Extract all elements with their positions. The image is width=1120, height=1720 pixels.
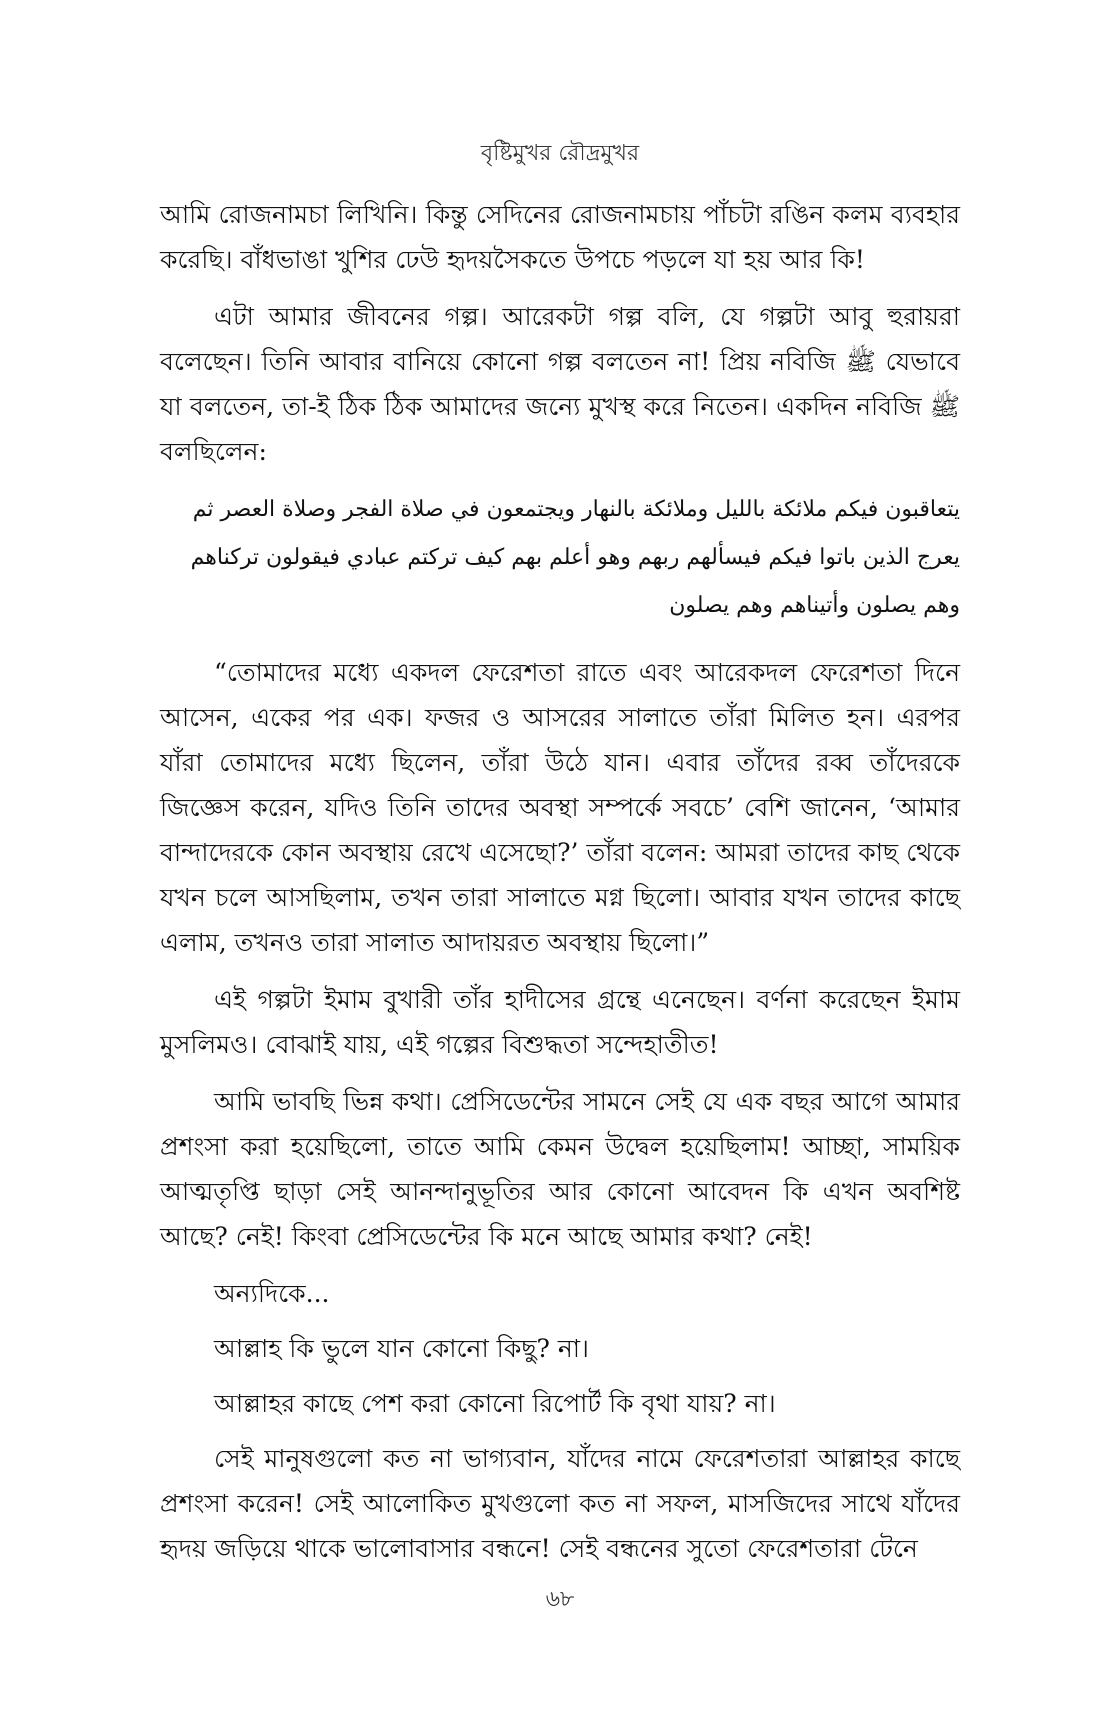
page-number: ৬৮ [545, 1587, 575, 1612]
paragraph-story-intro: এটা আমার জীবনের গল্প। আরেকটা গল্প বলি, যে গল্পটা আবু হুরায়রা বলেছেন। তিনি আবার বানিয়ে কোনো গল্প বলতেন না! প্রিয় নবিজি ﷺ যেভাবে যা বলতেন, তা-ই ঠিক ঠিক আমাদের জন্যে মুখস্থ করে নিতেন। একদিন নবিজি ﷺ বলছিলেন: [160, 302, 960, 466]
body-text [160, 192, 960, 1583]
paragraph-question-report: আল্লাহর কাছে পেশ করা কোনো রিপোর্ট কি বৃথা যায়? না। [214, 1389, 776, 1418]
paragraph-diary: আমি রোজনামচা লিখিনি। কিন্তু সেদিনের রোজনামচায় পাঁচটা রঙিন কলম ব্যবহার করেছি। বাঁধভাঙা খুশির ঢেউ হৃদয়সৈকতে উপচে পড়লে যা হয় আর কি! [160, 200, 960, 274]
paragraph-hadith-translation: “তোমাদের মধ্যে একদল ফেরেশতা রাতে এবং আরেকদল ফেরেশতা দিনে আসেন, একের পর এক। ফজর ও আসরের সালাতে তাঁরা মিলিত হন। এরপর যাঁরা তোমাদের মধ্যে ছিলেন, তাঁরা উঠে যান। এবার তাঁদের রব্ব তাঁদেরকে জিজ্ঞেস করেন, যদিও তিনি তাদের অবস্থা সম্পর্কে সবচে’ বেশি জানেন, ‘আমার বান্দাদেরকে কোন অবস্থায় রেখে এসেছো?’ তাঁরা বলেন: আমরা তাদের কাছ থেকে যখন চলে আসছিলাম, তখন তারা সালাতে মগ্ন ছিলো। আবার যখন তাদের কাছে এলাম, তখনও তারা সালাত আদায়রত অবস্থায় ছিলো।” [160, 658, 960, 957]
paragraph-question-forget: আল্লাহ কি ভুলে যান কোনো কিছু? না। [214, 1334, 589, 1363]
paragraph-source-note: এই গল্পটা ইমাম বুখারী তাঁর হাদীসের গ্রন্থে এনেছেন। বর্ণনা করেছেন ইমাম মুসলিমও। বোঝাই যায়, এই গল্পের বিশুদ্ধতা সন্দেহাতীত! [160, 985, 960, 1059]
paragraph-reflection: আমি ভাবছি ভিন্ন কথা। প্রেসিডেন্টের সামনে সেই যে এক বছর আগে আমার প্রশংসা করা হয়েছিলো, তাতে আমি কেমন উদ্বেল হয়েছিলাম! আচ্ছা, সাময়িক আত্মতৃপ্তি ছাড়া সেই আনন্দানুভূতির আর কোনো আবেদন কি এখন অবশিষ্ট আছে? নেই! কিংবা প্রেসিডেন্টের কি মনে আছে আমার কথা? নেই! [160, 1087, 960, 1251]
running-head: বৃষ্টিমুখর রৌদ্রমুখর [480, 141, 640, 166]
arabic-hadith-text: يتعاقبون فيكم ملائكة بالليل وملائكة بالنهار ويجتمعون في صلاة الفجر وصلاة العصر ثم يعرج الذين باتوا فيكم فيسألهم ربهم وهو أعلم بهم كيف تركتم عبادي فيقولون تركناهم وهم يصلون وأتيناهم وهم يصلون [190, 497, 960, 618]
paragraph-fortunate-people: সেই মানুষগুলো কত না ভাগ্যবান, যাঁদের নামে ফেরেশতারা আল্লাহর কাছে প্রশংসা করেন! সেই আলোকিত মুখগুলো কত না সফল, মাসজিদের সাথে যাঁদের হৃদয় জড়িয়ে থাকে ভালোবাসার বন্ধনে! সেই বন্ধনের সুতো ফেরেশতারা টেনে [160, 1444, 960, 1563]
paragraph-on-the-other-hand: অন্যদিকে... [214, 1279, 330, 1308]
